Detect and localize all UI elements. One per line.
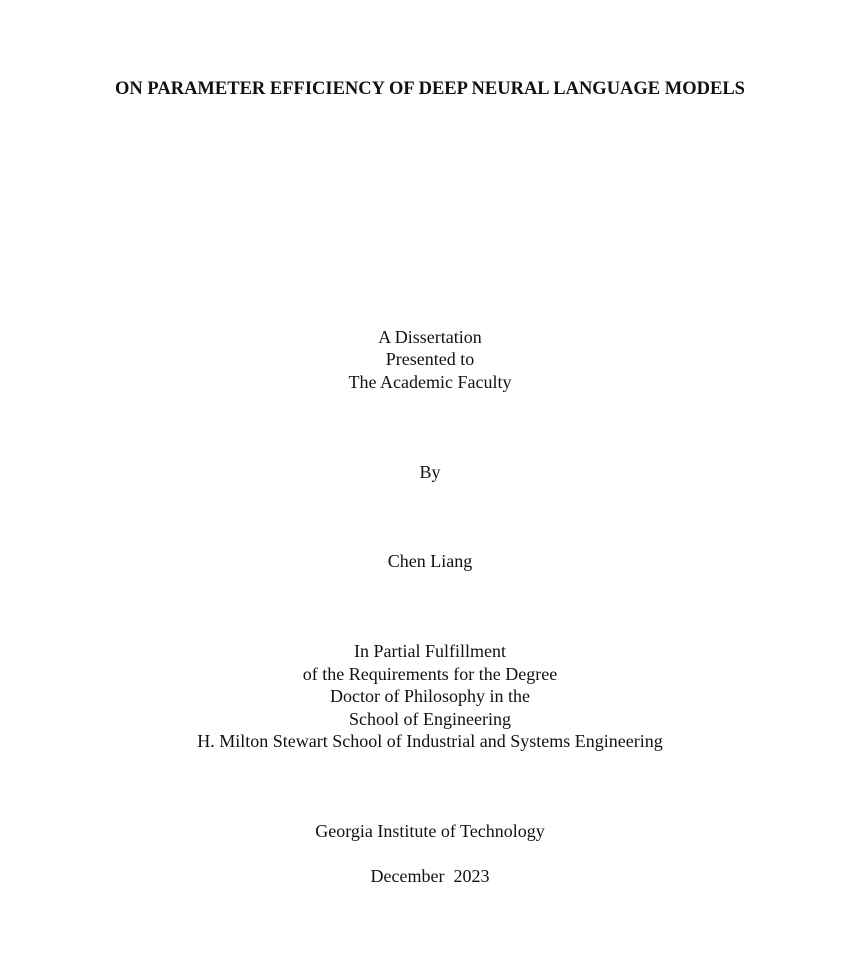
fulfillment-line-2: of the Requirements for the Degree xyxy=(302,664,558,684)
dissertation-line-3: The Academic Faculty xyxy=(348,372,512,392)
dissertation-line-1: A Dissertation xyxy=(378,327,482,347)
dissertation-line-2: Presented to xyxy=(385,349,475,369)
fulfillment-line-3: Doctor of Philosophy in the xyxy=(330,686,530,706)
institution: Georgia Institute of Technology xyxy=(315,821,545,841)
by-label: By xyxy=(419,462,441,482)
thesis-title: ON PARAMETER EFFICIENCY OF DEEP NEURAL LANGUAGE MODELS xyxy=(115,79,745,99)
date: December 2023 xyxy=(370,866,490,886)
fulfillment-line-1: In Partial Fulfillment xyxy=(354,641,506,661)
fulfillment-line-4: School of Engineering xyxy=(349,709,511,729)
author-name: Chen Liang xyxy=(387,551,473,571)
fulfillment-line-5: H. Milton Stewart School of Industrial and Systems Engineering xyxy=(197,731,663,751)
